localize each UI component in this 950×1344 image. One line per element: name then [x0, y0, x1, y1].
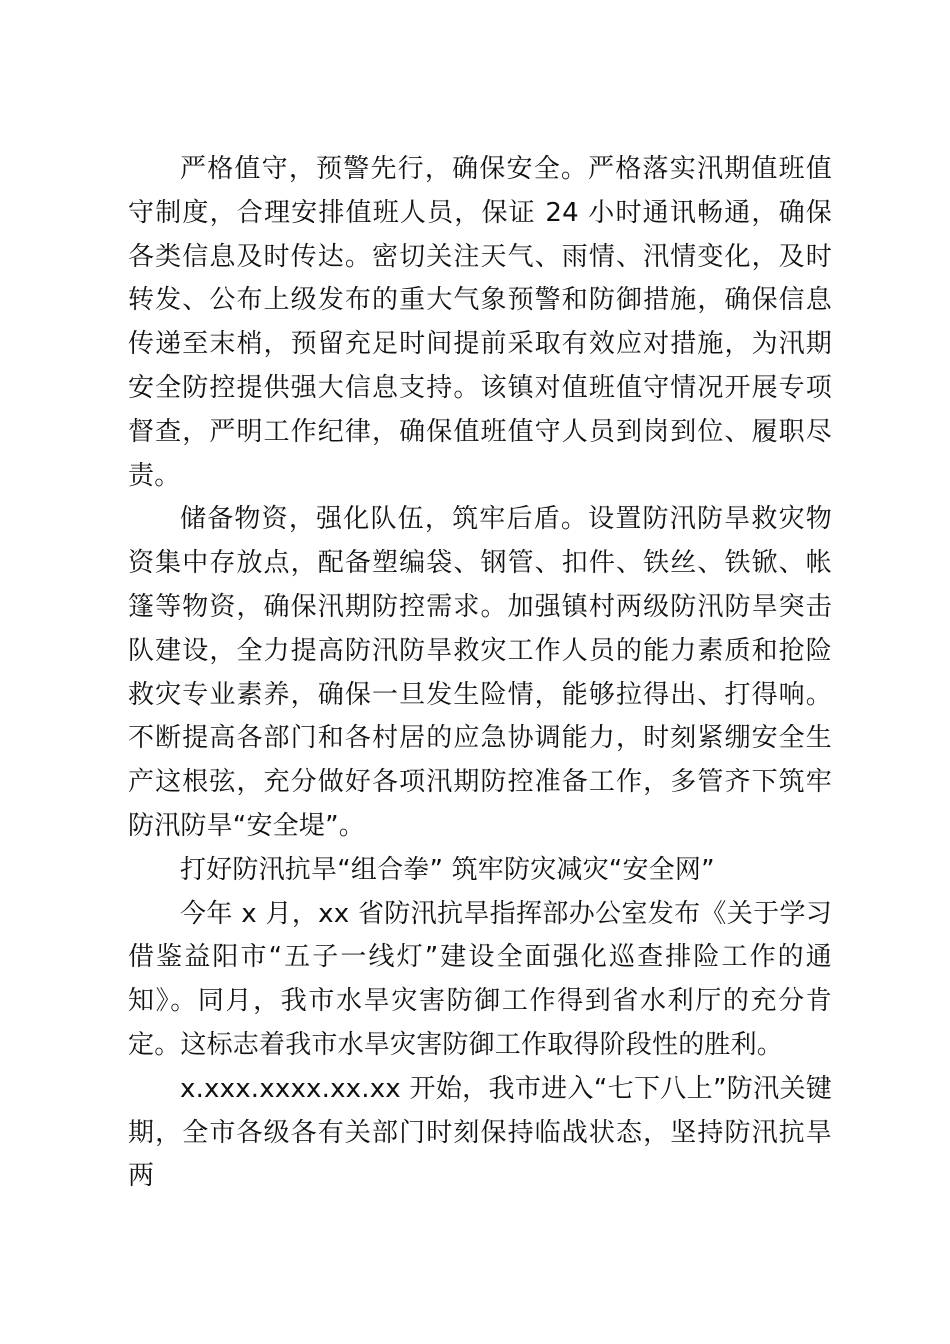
section-heading: 打好防汛抗旱“组合拳” 筑牢防灾减灾“安全网” [180, 854, 715, 885]
paragraph-flood-season: x.xxx.xxxx.xx.xx 开始，我市进入“七下八上”防汛关键期，全市各级各有关部门时刻保持临战状态，坚持防汛抗旱两 [128, 1073, 832, 1192]
paragraph-supplies: 储备物资，强化队伍，筑牢后盾。设置防汛防旱救灾物资集中存放点，配备塑编袋、钢管、扣件、铁丝、铁锨、帐篷等物资，确保汛期防控需求。加强镇村两级防汛防旱突击队建设，全力提高防汛防旱救灾工作人员的能力素质和抢险救灾专业素养，确保一旦发生险情，能够拉得出、打得响。不断提高各部门和各村居的应急协调能力，时刻紧绷安全生产这根弦，充分做好各项汛期防控准备工作，多管齐下筑牢防汛防旱“安全堤”。 [128, 504, 832, 841]
paragraph-notice: 今年 x 月，xx 省防汛抗旱指挥部办公室发布《关于学习借鉴益阳市“五子一线灯”建设全面强化巡查排险工作的通知》。同月，我市水旱灾害防御工作得到省水利厅的充分肯定。这标志着我市水旱灾害防御工作取得阶段性的胜利。 [128, 898, 832, 1060]
document-body [128, 148, 832, 1199]
paragraph-duty: 严格值守，预警先行，确保安全。严格落实汛期值班值守制度，合理安排值班人员，保证 24 小时通讯畅通，确保各类信息及时传达。密切关注天气、雨情、汛情变化，及时转发、公布上级发布的重大气象预警和防御措施，确保信息传递至末梢，预留充足时间提前采取有效应对措施，为汛期安全防控提供强大信息支持。该镇对值班值守情况开展专项督查，严明工作纪律，确保值班值守人员到岗到位、履职尽责。 [128, 154, 832, 491]
